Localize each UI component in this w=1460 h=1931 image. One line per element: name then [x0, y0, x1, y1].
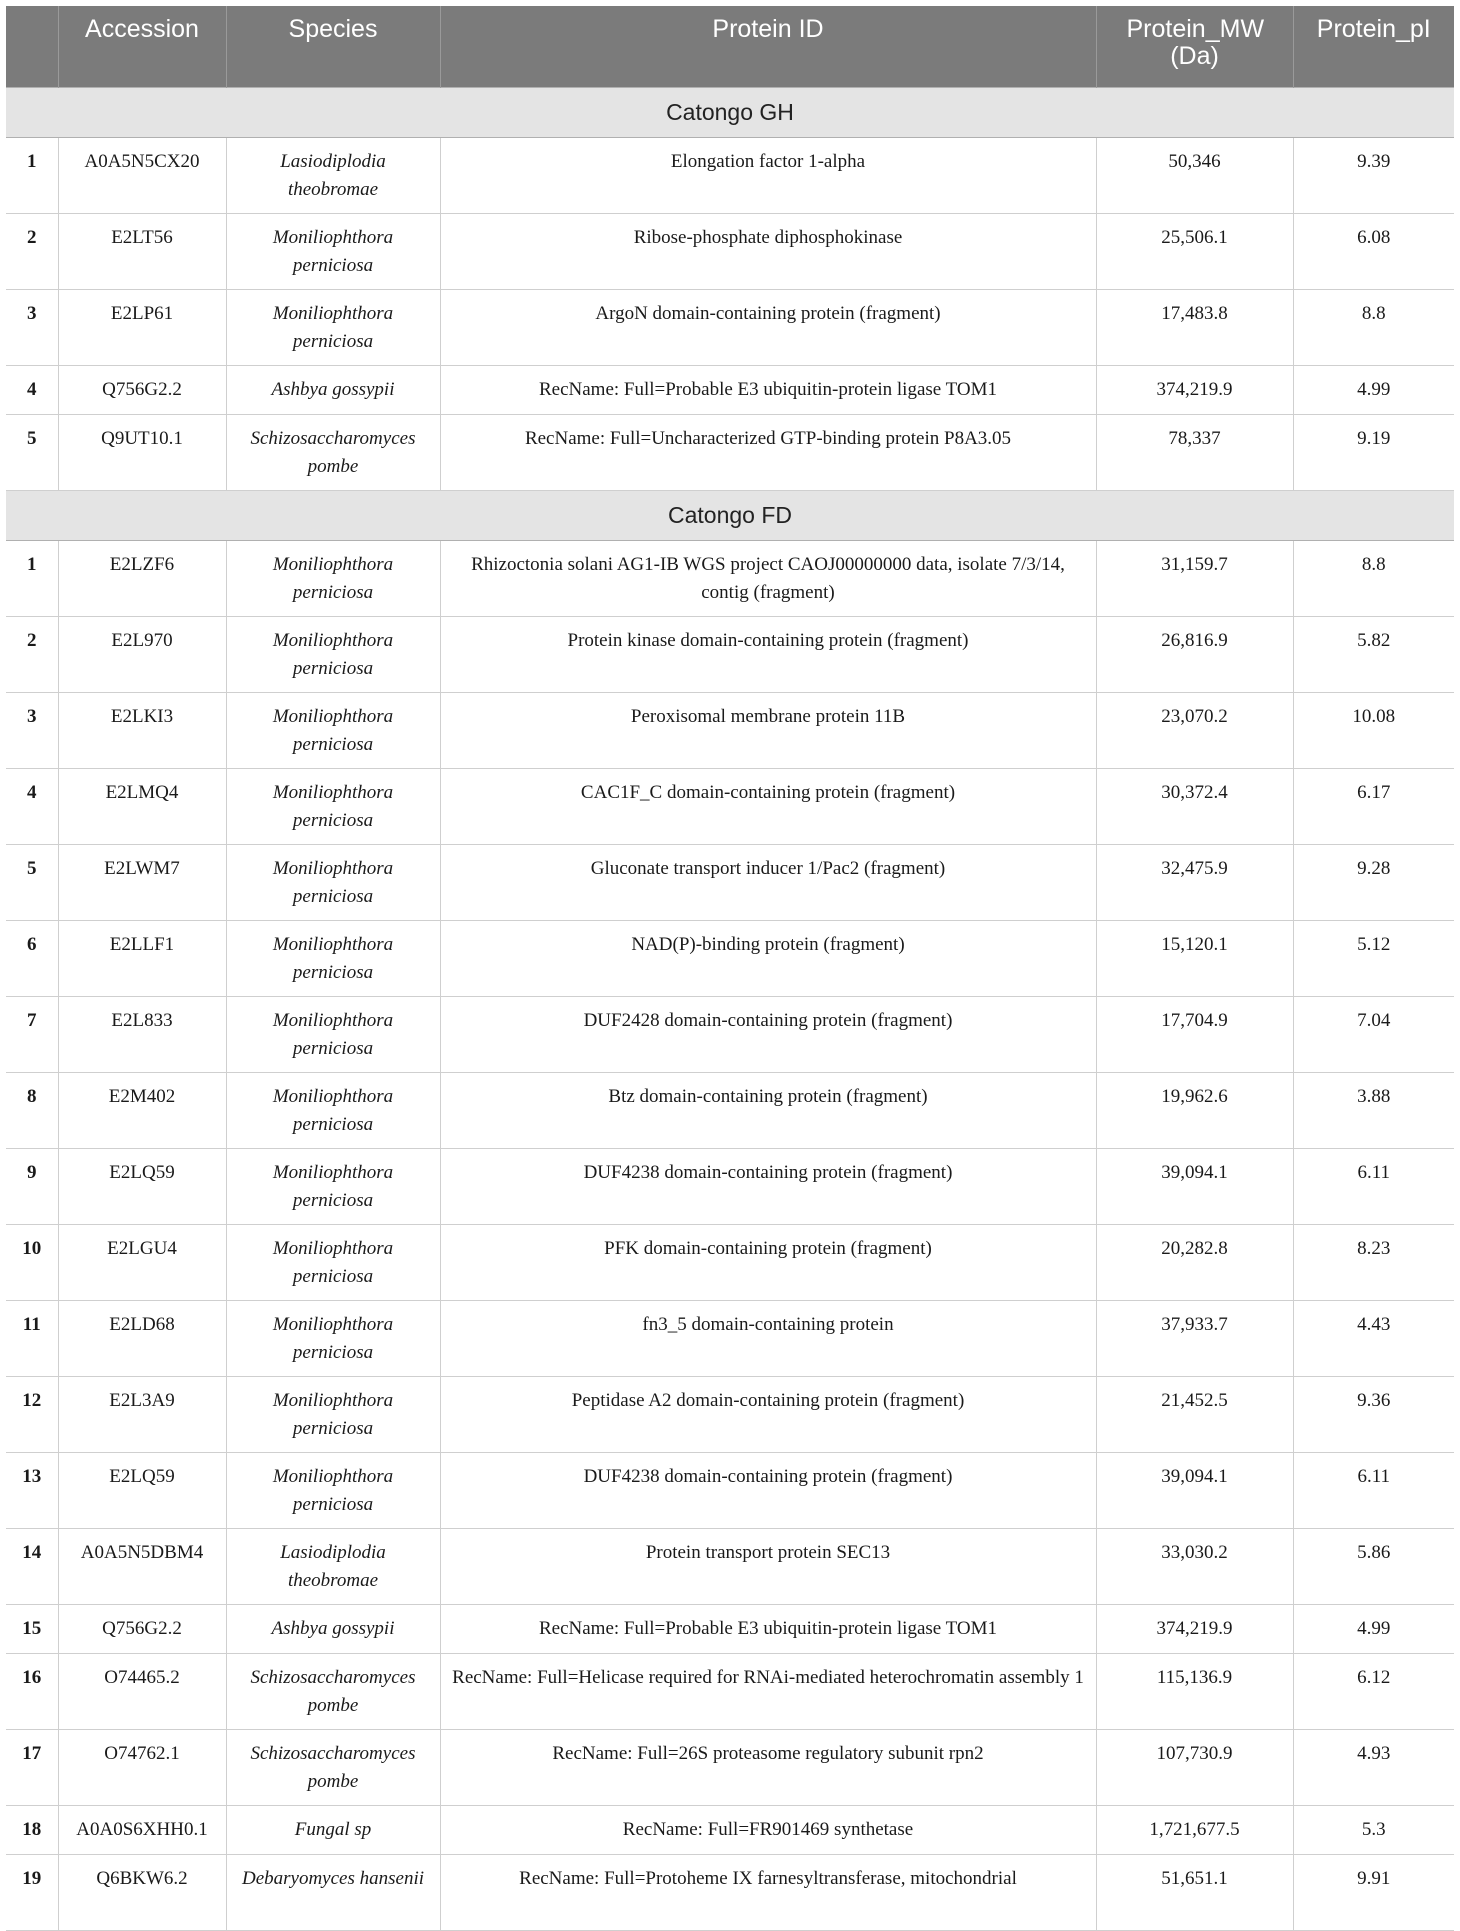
protein-mw-cell: 39,094.1	[1096, 1148, 1293, 1224]
protein-id-cell: Btz domain-containing protein (fragment)	[440, 1072, 1096, 1148]
species-cell: Schizosaccharomyces pombe	[226, 1653, 440, 1729]
table-row	[6, 414, 1454, 490]
table-row	[6, 768, 1454, 844]
protein-mw-cell: 78,337	[1096, 414, 1293, 490]
protein-pi-cell: 6.12	[1293, 1653, 1454, 1729]
accession-cell: Q756G2.2	[58, 1604, 226, 1653]
protein-pi-cell: 6.11	[1293, 1452, 1454, 1528]
accession-cell: E2L970	[58, 616, 226, 692]
accession-cell: O74465.2	[58, 1653, 226, 1729]
row-number: 3	[6, 692, 58, 768]
table-row	[6, 1653, 1454, 1729]
table-body	[6, 87, 1454, 1930]
protein-id-cell: Ribose-phosphate diphosphokinase	[440, 213, 1096, 289]
protein-id-cell: ArgoN domain-containing protein (fragment)	[440, 289, 1096, 365]
row-number: 3	[6, 289, 58, 365]
accession-cell: Q756G2.2	[58, 365, 226, 414]
species-cell: Ashbya gossypii	[226, 365, 440, 414]
protein-mw-cell: 31,159.7	[1096, 540, 1293, 616]
table-row	[6, 692, 1454, 768]
protein-id-cell: RecName: Full=Helicase required for RNAi-mediated heterochromatin assembly 1	[440, 1653, 1096, 1729]
species-cell: Moniliophthora perniciosa	[226, 1300, 440, 1376]
accession-cell: E2M402	[58, 1072, 226, 1148]
accession-cell: Q6BKW6.2	[58, 1854, 226, 1930]
protein-pi-cell: 6.17	[1293, 768, 1454, 844]
row-number: 19	[6, 1854, 58, 1930]
protein-pi-cell: 3.88	[1293, 1072, 1454, 1148]
accession-cell: E2LD68	[58, 1300, 226, 1376]
protein-pi-cell: 4.99	[1293, 365, 1454, 414]
table-row	[6, 616, 1454, 692]
protein-mw-cell: 17,704.9	[1096, 996, 1293, 1072]
row-number: 2	[6, 616, 58, 692]
species-cell: Moniliophthora perniciosa	[226, 540, 440, 616]
group-header-row	[6, 87, 1454, 137]
table-row	[6, 844, 1454, 920]
protein-mw-cell: 32,475.9	[1096, 844, 1293, 920]
species-cell: Lasiodiplodia theobromae	[226, 137, 440, 213]
table-row	[6, 1854, 1454, 1930]
accession-cell: Q9UT10.1	[58, 414, 226, 490]
protein-mw-cell: 25,506.1	[1096, 213, 1293, 289]
row-number: 16	[6, 1653, 58, 1729]
protein-id-cell: RecName: Full=FR901469 synthetase	[440, 1805, 1096, 1854]
protein-mw-cell: 50,346	[1096, 137, 1293, 213]
protein-pi-cell: 8.8	[1293, 540, 1454, 616]
protein-id-cell: DUF4238 domain-containing protein (fragment)	[440, 1452, 1096, 1528]
header-protein-mw: Protein_MW (Da)	[1096, 6, 1293, 87]
row-number: 6	[6, 920, 58, 996]
row-number: 7	[6, 996, 58, 1072]
group-title: Catongo FD	[6, 490, 1454, 540]
table-header	[6, 6, 1454, 87]
protein-pi-cell: 9.39	[1293, 137, 1454, 213]
species-cell: Moniliophthora perniciosa	[226, 996, 440, 1072]
accession-cell: O74762.1	[58, 1729, 226, 1805]
row-number: 5	[6, 414, 58, 490]
protein-id-cell: Protein transport protein SEC13	[440, 1528, 1096, 1604]
species-cell: Fungal sp	[226, 1805, 440, 1854]
protein-mw-cell: 20,282.8	[1096, 1224, 1293, 1300]
protein-mw-cell: 15,120.1	[1096, 920, 1293, 996]
species-cell: Moniliophthora perniciosa	[226, 844, 440, 920]
table-row	[6, 540, 1454, 616]
protein-mw-cell: 23,070.2	[1096, 692, 1293, 768]
protein-id-cell: PFK domain-containing protein (fragment)	[440, 1224, 1096, 1300]
species-cell: Lasiodiplodia theobromae	[226, 1528, 440, 1604]
protein-mw-cell: 374,219.9	[1096, 1604, 1293, 1653]
accession-cell: A0A0S6XHH0.1	[58, 1805, 226, 1854]
protein-id-cell: Elongation factor 1-alpha	[440, 137, 1096, 213]
accession-cell: E2LZF6	[58, 540, 226, 616]
header-num	[6, 6, 58, 87]
table-row	[6, 1224, 1454, 1300]
accession-cell: E2LKI3	[58, 692, 226, 768]
table-row	[6, 213, 1454, 289]
species-cell: Moniliophthora perniciosa	[226, 1148, 440, 1224]
row-number: 4	[6, 768, 58, 844]
protein-mw-cell: 1,721,677.5	[1096, 1805, 1293, 1854]
protein-table	[6, 6, 1454, 1931]
group-title: Catongo GH	[6, 87, 1454, 137]
protein-mw-cell: 26,816.9	[1096, 616, 1293, 692]
table-row	[6, 289, 1454, 365]
species-cell: Moniliophthora perniciosa	[226, 1452, 440, 1528]
table-row	[6, 996, 1454, 1072]
row-number: 18	[6, 1805, 58, 1854]
species-cell: Moniliophthora perniciosa	[226, 1376, 440, 1452]
protein-pi-cell: 7.04	[1293, 996, 1454, 1072]
row-number: 9	[6, 1148, 58, 1224]
protein-id-cell: Peroxisomal membrane protein 11B	[440, 692, 1096, 768]
header-protein-id: Protein ID	[440, 6, 1096, 87]
species-cell: Moniliophthora perniciosa	[226, 616, 440, 692]
row-number: 12	[6, 1376, 58, 1452]
table-row	[6, 1376, 1454, 1452]
species-cell: Moniliophthora perniciosa	[226, 1224, 440, 1300]
row-number: 4	[6, 365, 58, 414]
species-cell: Schizosaccharomyces pombe	[226, 1729, 440, 1805]
protein-pi-cell: 5.86	[1293, 1528, 1454, 1604]
row-number: 2	[6, 213, 58, 289]
row-number: 11	[6, 1300, 58, 1376]
species-cell: Moniliophthora perniciosa	[226, 692, 440, 768]
protein-mw-cell: 107,730.9	[1096, 1729, 1293, 1805]
protein-mw-cell: 30,372.4	[1096, 768, 1293, 844]
protein-pi-cell: 5.12	[1293, 920, 1454, 996]
accession-cell: A0A5N5DBM4	[58, 1528, 226, 1604]
table-row	[6, 365, 1454, 414]
protein-pi-cell: 9.28	[1293, 844, 1454, 920]
protein-id-cell: fn3_5 domain-containing protein	[440, 1300, 1096, 1376]
species-cell: Moniliophthora perniciosa	[226, 920, 440, 996]
protein-pi-cell: 5.3	[1293, 1805, 1454, 1854]
accession-cell: E2LLF1	[58, 920, 226, 996]
accession-cell: E2L833	[58, 996, 226, 1072]
protein-id-cell: Rhizoctonia solani AG1-IB WGS project CAOJ00000000 data, isolate 7/3/14, contig (fragment)	[440, 540, 1096, 616]
species-cell: Moniliophthora perniciosa	[226, 768, 440, 844]
protein-mw-cell: 374,219.9	[1096, 365, 1293, 414]
accession-cell: A0A5N5CX20	[58, 137, 226, 213]
species-cell: Moniliophthora perniciosa	[226, 1072, 440, 1148]
protein-id-cell: CAC1F_C domain-containing protein (fragment)	[440, 768, 1096, 844]
protein-pi-cell: 4.99	[1293, 1604, 1454, 1653]
species-cell: Debaryomyces hansenii	[226, 1854, 440, 1930]
protein-pi-cell: 4.93	[1293, 1729, 1454, 1805]
accession-cell: E2LP61	[58, 289, 226, 365]
protein-id-cell: Gluconate transport inducer 1/Pac2 (fragment)	[440, 844, 1096, 920]
header-protein-pi: Protein_pI	[1316, 15, 1431, 43]
row-number: 1	[6, 137, 58, 213]
table-row	[6, 1729, 1454, 1805]
protein-pi-cell: 6.08	[1293, 213, 1454, 289]
protein-mw-cell: 51,651.1	[1096, 1854, 1293, 1930]
protein-pi-cell: 6.11	[1293, 1148, 1454, 1224]
header-species: Species	[226, 6, 440, 87]
table-row	[6, 1148, 1454, 1224]
row-number: 8	[6, 1072, 58, 1148]
accession-cell: E2LQ59	[58, 1452, 226, 1528]
protein-pi-cell: 9.36	[1293, 1376, 1454, 1452]
table-row	[6, 1452, 1454, 1528]
table-row	[6, 1072, 1454, 1148]
row-number: 1	[6, 540, 58, 616]
protein-pi-cell: 4.43	[1293, 1300, 1454, 1376]
row-number: 14	[6, 1528, 58, 1604]
header-accession: Accession	[58, 6, 226, 87]
accession-cell: E2L3A9	[58, 1376, 226, 1452]
group-header-row	[6, 490, 1454, 540]
protein-mw-cell: 33,030.2	[1096, 1528, 1293, 1604]
protein-id-cell: RecName: Full=Probable E3 ubiquitin-protein ligase TOM1	[440, 1604, 1096, 1653]
protein-id-cell: RecName: Full=26S proteasome regulatory subunit rpn2	[440, 1729, 1096, 1805]
species-cell: Moniliophthora perniciosa	[226, 289, 440, 365]
species-cell: Ashbya gossypii	[226, 1604, 440, 1653]
protein-mw-cell: 19,962.6	[1096, 1072, 1293, 1148]
row-number: 15	[6, 1604, 58, 1653]
species-cell: Moniliophthora perniciosa	[226, 213, 440, 289]
protein-id-cell: Peptidase A2 domain-containing protein (fragment)	[440, 1376, 1096, 1452]
protein-mw-cell: 115,136.9	[1096, 1653, 1293, 1729]
protein-id-cell: RecName: Full=Probable E3 ubiquitin-protein ligase TOM1	[440, 365, 1096, 414]
protein-id-cell: RecName: Full=Protoheme IX farnesyltransferase, mitochondrial	[440, 1854, 1096, 1930]
table-row	[6, 137, 1454, 213]
accession-cell: E2LMQ4	[58, 768, 226, 844]
protein-id-cell: NAD(P)-binding protein (fragment)	[440, 920, 1096, 996]
protein-pi-cell: 8.23	[1293, 1224, 1454, 1300]
protein-id-cell: RecName: Full=Uncharacterized GTP-binding protein P8A3.05	[440, 414, 1096, 490]
protein-table-container	[6, 6, 1454, 1931]
table-row	[6, 1805, 1454, 1854]
protein-id-cell: DUF2428 domain-containing protein (fragment)	[440, 996, 1096, 1072]
table-row	[6, 1604, 1454, 1653]
row-number: 17	[6, 1729, 58, 1805]
protein-pi-cell: 10.08	[1293, 692, 1454, 768]
protein-mw-cell: 21,452.5	[1096, 1376, 1293, 1452]
species-cell: Schizosaccharomyces pombe	[226, 414, 440, 490]
table-row	[6, 920, 1454, 996]
accession-cell: E2LGU4	[58, 1224, 226, 1300]
row-number: 13	[6, 1452, 58, 1528]
accession-cell: E2LT56	[58, 213, 226, 289]
protein-pi-cell: 9.91	[1293, 1854, 1454, 1930]
protein-pi-cell: 5.82	[1293, 616, 1454, 692]
table-row	[6, 1300, 1454, 1376]
accession-cell: E2LQ59	[58, 1148, 226, 1224]
protein-mw-cell: 39,094.1	[1096, 1452, 1293, 1528]
row-number: 10	[6, 1224, 58, 1300]
protein-id-cell: Protein kinase domain-containing protein (fragment)	[440, 616, 1096, 692]
protein-pi-cell: 9.19	[1293, 414, 1454, 490]
table-row	[6, 1528, 1454, 1604]
protein-id-cell: DUF4238 domain-containing protein (fragment)	[440, 1148, 1096, 1224]
protein-mw-cell: 17,483.8	[1096, 289, 1293, 365]
protein-pi-cell: 8.8	[1293, 289, 1454, 365]
protein-mw-cell: 37,933.7	[1096, 1300, 1293, 1376]
accession-cell: E2LWM7	[58, 844, 226, 920]
row-number: 5	[6, 844, 58, 920]
